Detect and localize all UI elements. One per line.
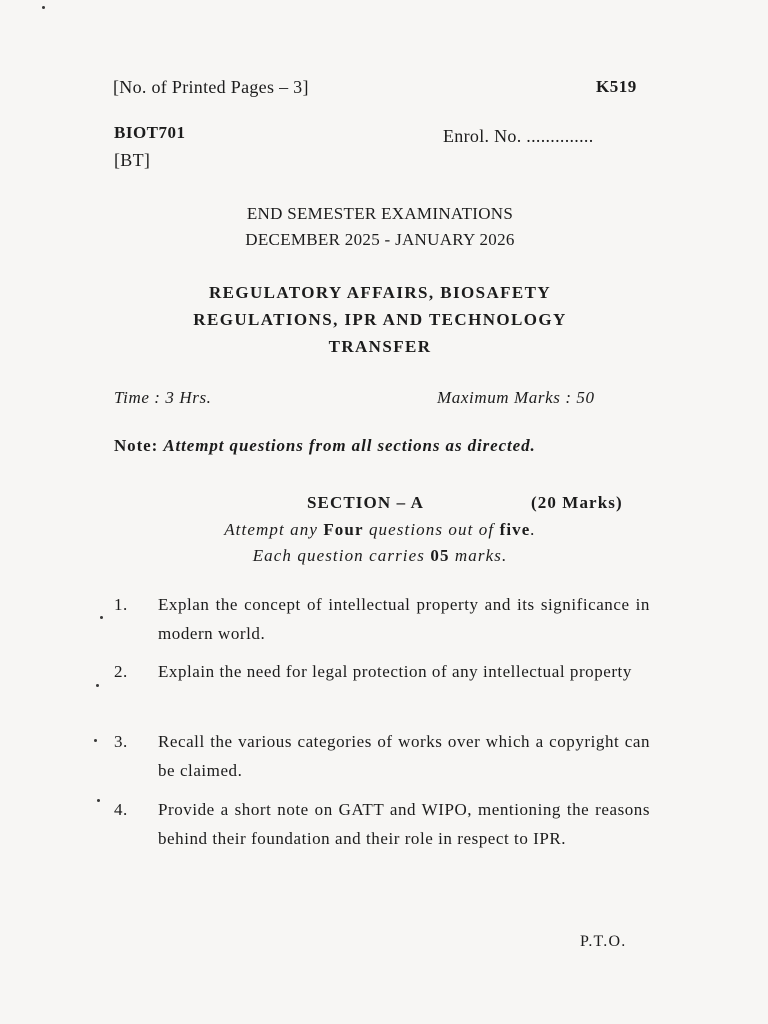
course-code: BIOT701: [114, 123, 186, 142]
paper-code: K519: [596, 77, 637, 96]
question-number: 1.: [114, 595, 128, 614]
question-1: [114, 590, 654, 650]
scan-speck: [42, 6, 45, 9]
printed-pages-label: [No. of Printed Pages – 3]: [113, 77, 309, 97]
section-a-instruction-2: Each question carries 05 marks.: [252, 546, 508, 565]
subject-title-line-2: REGULATIONS, IPR AND TECHNOLOGY: [193, 310, 567, 329]
exam-session: DECEMBER 2025 - JANUARY 2026: [245, 230, 515, 249]
note-text: Attempt questions from all sections as directed.: [163, 436, 536, 455]
question-text: Recall the various categories of works over which a copyright can be claimed.: [158, 732, 650, 780]
question-4: [114, 795, 654, 885]
time-allowed: Time : 3 Hrs.: [114, 388, 212, 407]
question-number: 3.: [114, 732, 128, 751]
section-a-marks: (20 Marks): [531, 493, 623, 512]
question-3: [114, 727, 654, 787]
maximum-marks: Maximum Marks : 50: [437, 388, 595, 407]
section-a-title: SECTION – A: [307, 493, 424, 512]
please-turn-over: P.T.O.: [580, 933, 627, 950]
exam-note: [114, 436, 536, 456]
question-text: Explan the concept of intellectual property and its significance in modern world.: [158, 595, 650, 643]
scan-speck: [94, 739, 97, 742]
scan-speck: [97, 799, 100, 802]
subject-title-line-1: REGULATORY AFFAIRS, BIOSAFETY: [208, 283, 552, 302]
question-number: 4.: [114, 800, 128, 819]
exam-name: END SEMESTER EXAMINATIONS: [246, 204, 514, 223]
branch-label: [BT]: [114, 150, 151, 170]
question-2: [114, 657, 654, 717]
question-text: Explain the need for legal protection of any intellectual property: [158, 662, 632, 681]
scan-speck: [96, 684, 99, 687]
enrol-no-label: Enrol. No. ..............: [443, 126, 594, 146]
question-text: Provide a short note on GATT and WIPO, mentioning the reasons behind their foundation and their role in respect to IPR.: [158, 800, 650, 848]
note-label: Note:: [114, 436, 159, 455]
scan-speck: [100, 616, 103, 619]
question-number: 2.: [114, 662, 128, 681]
subject-title-line-3: TRANSFER: [328, 337, 432, 356]
section-a-instruction-1: Attempt any Four questions out of five.: [224, 520, 536, 539]
